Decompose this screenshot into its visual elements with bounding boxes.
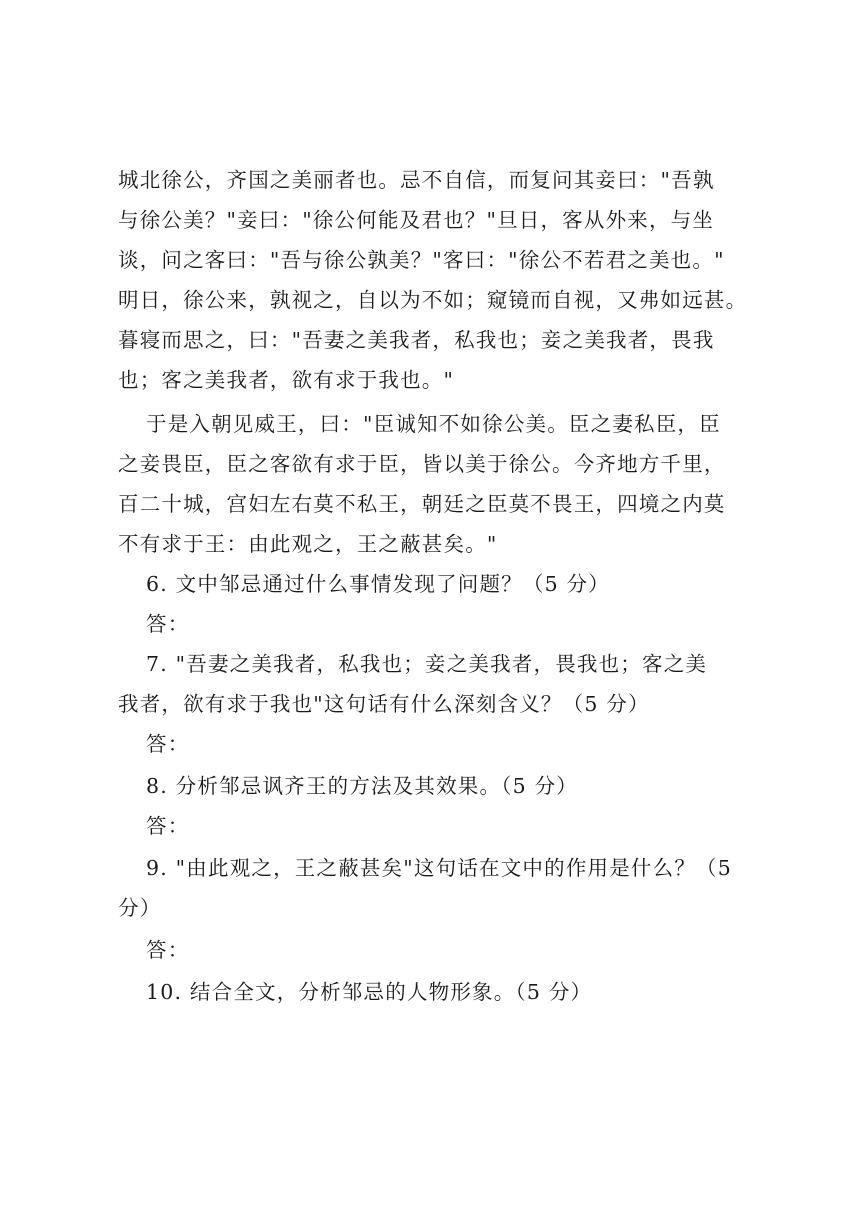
answer-label-7: 答： [146,732,190,756]
passage-line: 百二十城，宫妇左右莫不私王，朝廷之臣莫不畏王，四境之内莫 [118,492,726,516]
question-10: 10. 结合全文，分析邹忌的人物形象。（5 分） [146,980,593,1004]
question-7: 7. "吾妻之美我者，私我也；妾之美我者，畏我也；客之美 [146,652,708,676]
answer-label-6: 答： [146,612,190,636]
passage-line: 谈，问之客曰："吾与徐公孰美？"客曰："徐公不若君之美也。" [118,248,725,272]
question-9: 9. "由此观之，王之蔽甚矣"这句话在文中的作用是什么？（5 [146,856,732,880]
answer-label-9: 答： [146,938,190,962]
passage-line: 也；客之美我者，欲有求于我也。" [118,368,455,392]
passage-line: 与徐公美？"妾曰："徐公何能及君也？"旦日，客从外来，与坐 [118,208,715,232]
passage-line: 于是入朝见威王，曰："臣诚知不如徐公美。臣之妻私臣，臣 [146,412,721,436]
passage-line: 暮寝而思之，曰："吾妻之美我者，私我也；妾之美我者，畏我 [118,328,715,352]
question-8: 8. 分析邹忌讽齐王的方法及其效果。（5 分） [146,774,578,798]
passage-line: 城北徐公，齐国之美丽者也。忌不自信，而复问其妾曰："吾孰 [118,168,715,192]
question-6: 6. 文中邹忌通过什么事情发现了问题？（5 分） [146,572,610,596]
question-9-continued: 分） [118,896,162,920]
answer-label-8: 答： [146,814,190,838]
passage-line: 之妾畏臣，臣之客欲有求于臣，皆以美于徐公。今齐地方千里， [118,452,726,476]
question-7-continued: 我者，欲有求于我也"这句话有什么深刻含义？（5 分） [118,692,650,716]
passage-line: 明日，徐公来，孰视之，自以为不如；窥镜而自视，又弗如远甚。 [118,288,748,312]
passage-line: 不有求于王：由此观之，王之蔽甚矣。" [118,532,498,556]
